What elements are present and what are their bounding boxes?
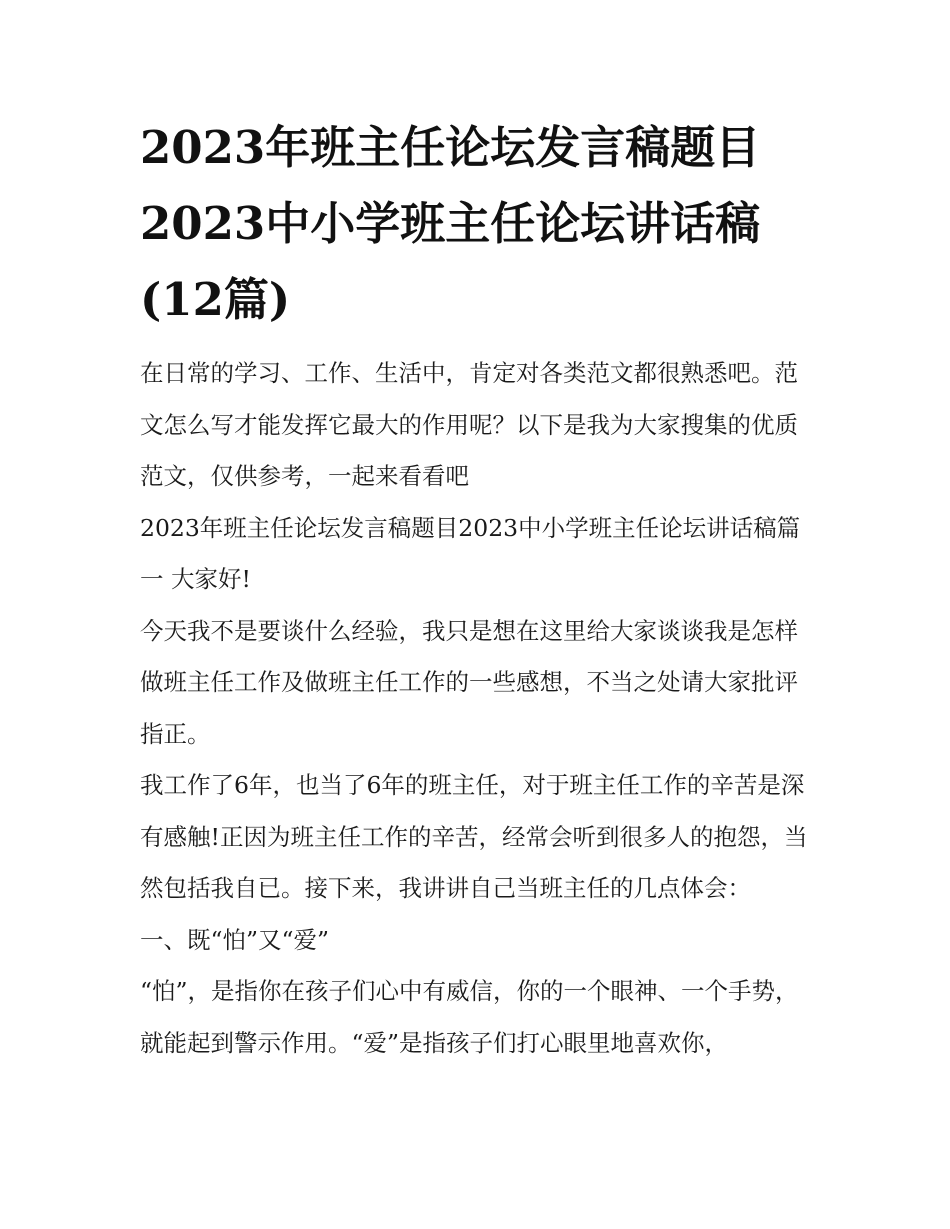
document-body xyxy=(140,110,820,1069)
body-paragraph: 我工作了6年，也当了6年的班主任，对于班主任工作的辛苦是深有感触!正因为班主任工作的辛苦，经常会听到很多人的抱怨，当然包括我自已。接下来，我讲讲自己当班主任的几点体会： xyxy=(140,771,808,902)
body-paragraph: “怕”，是指你在孩子们心中有威信，你的一个眼神、一个手势，就能起到警示作用。“爱”是指孩子们打心眼里地喜欢你， xyxy=(140,977,799,1057)
intro-paragraph: 在日常的学习、工作、生活中，肯定对各类范文都很熟悉吧。范文怎么写才能发挥它最大的作用呢？以下是我为大家搜集的优质范文，仅供参考，一起来看看吧 xyxy=(140,359,798,490)
subheading-paragraph: 一、既“怕”又“爱” xyxy=(140,925,330,954)
body-paragraph: 今天我不是要谈什么经验，我只是想在这里给大家谈谈我是怎样做班主任工作及做班主任工作的一些感想，不当之处请大家批评指正。 xyxy=(140,616,798,748)
section-heading-paragraph: 2023年班主任论坛发言稿题目2023中小学班主任论坛讲话稿篇一 大家好! xyxy=(140,513,801,593)
document-title: 2023年班主任论坛发言稿题目2023中小学班主任论坛讲话稿(12篇) xyxy=(140,121,761,326)
